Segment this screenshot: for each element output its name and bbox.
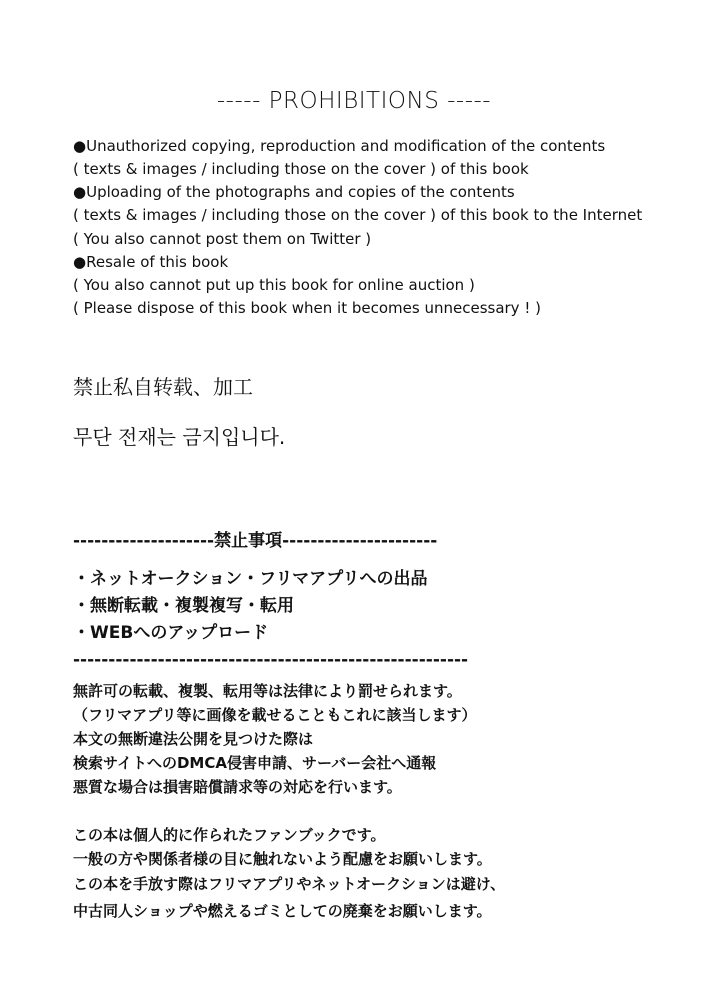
page-title: ----- PROHIBITIONS ----- bbox=[216, 88, 492, 114]
paragraph-line: この本を手放す際はフリマアプリやネットオークションは避け、 bbox=[73, 875, 506, 893]
japanese-item: ・WEBへのアップロード bbox=[73, 623, 269, 643]
english-line: ●Unauthorized copying, reproduction and modification of the contents bbox=[73, 137, 606, 155]
english-line: ( texts & images / including those on the cover ) of this book bbox=[73, 160, 529, 178]
korean-notice: 무단 전재는 금지입니다. bbox=[73, 425, 286, 449]
paragraph-line: 悪質な場合は損害賠償請求等の対応を行います。 bbox=[73, 778, 402, 796]
english-line: ( texts & images / including those on the cover ) of this book to the Internet bbox=[73, 206, 643, 224]
english-line: ●Uploading of the photographs and copies of the contents bbox=[73, 183, 515, 201]
english-line: ( Please dispose of this book when it becomes unnecessary ! ) bbox=[73, 299, 541, 317]
paragraph-line: 無許可の転載、複製、転用等は法律により罰せられます。 bbox=[73, 682, 462, 700]
japanese-item: ・無断転載・複製複写・転用 bbox=[73, 596, 294, 616]
japanese-item: ・ネットオークション・フリマアプリへの出品 bbox=[73, 569, 428, 589]
japanese-header: --------------------禁止事項---------------------- bbox=[73, 531, 438, 551]
english-line: ( You also cannot post them on Twitter ) bbox=[73, 230, 372, 248]
paragraph-line: 一般の方や関係者様の目に触れないよう配慮をお願いします。 bbox=[73, 850, 492, 868]
chinese-notice: 禁止私自转载、加工 bbox=[73, 375, 253, 399]
english-line: ( You also cannot put up this book for online auction ) bbox=[73, 276, 475, 294]
paragraph-line: この本は個人的に作られたファンブックです。 bbox=[73, 826, 386, 844]
paragraph-line: 検索サイトへのDMCA侵害申請、サーバー会社へ通報 bbox=[73, 754, 437, 772]
paragraph-line: （フリマアプリ等に画像を載せることもこれに該当します） bbox=[73, 706, 477, 724]
divider: -------------------------------------------------------- bbox=[73, 650, 469, 670]
paragraph-line: 本文の無断違法公開を見つけた際は bbox=[73, 730, 314, 748]
paragraph-line: 中古同人ショップや燃えるゴミとしての廃棄をお願いします。 bbox=[73, 902, 492, 920]
english-line: ●Resale of this book bbox=[73, 253, 229, 271]
